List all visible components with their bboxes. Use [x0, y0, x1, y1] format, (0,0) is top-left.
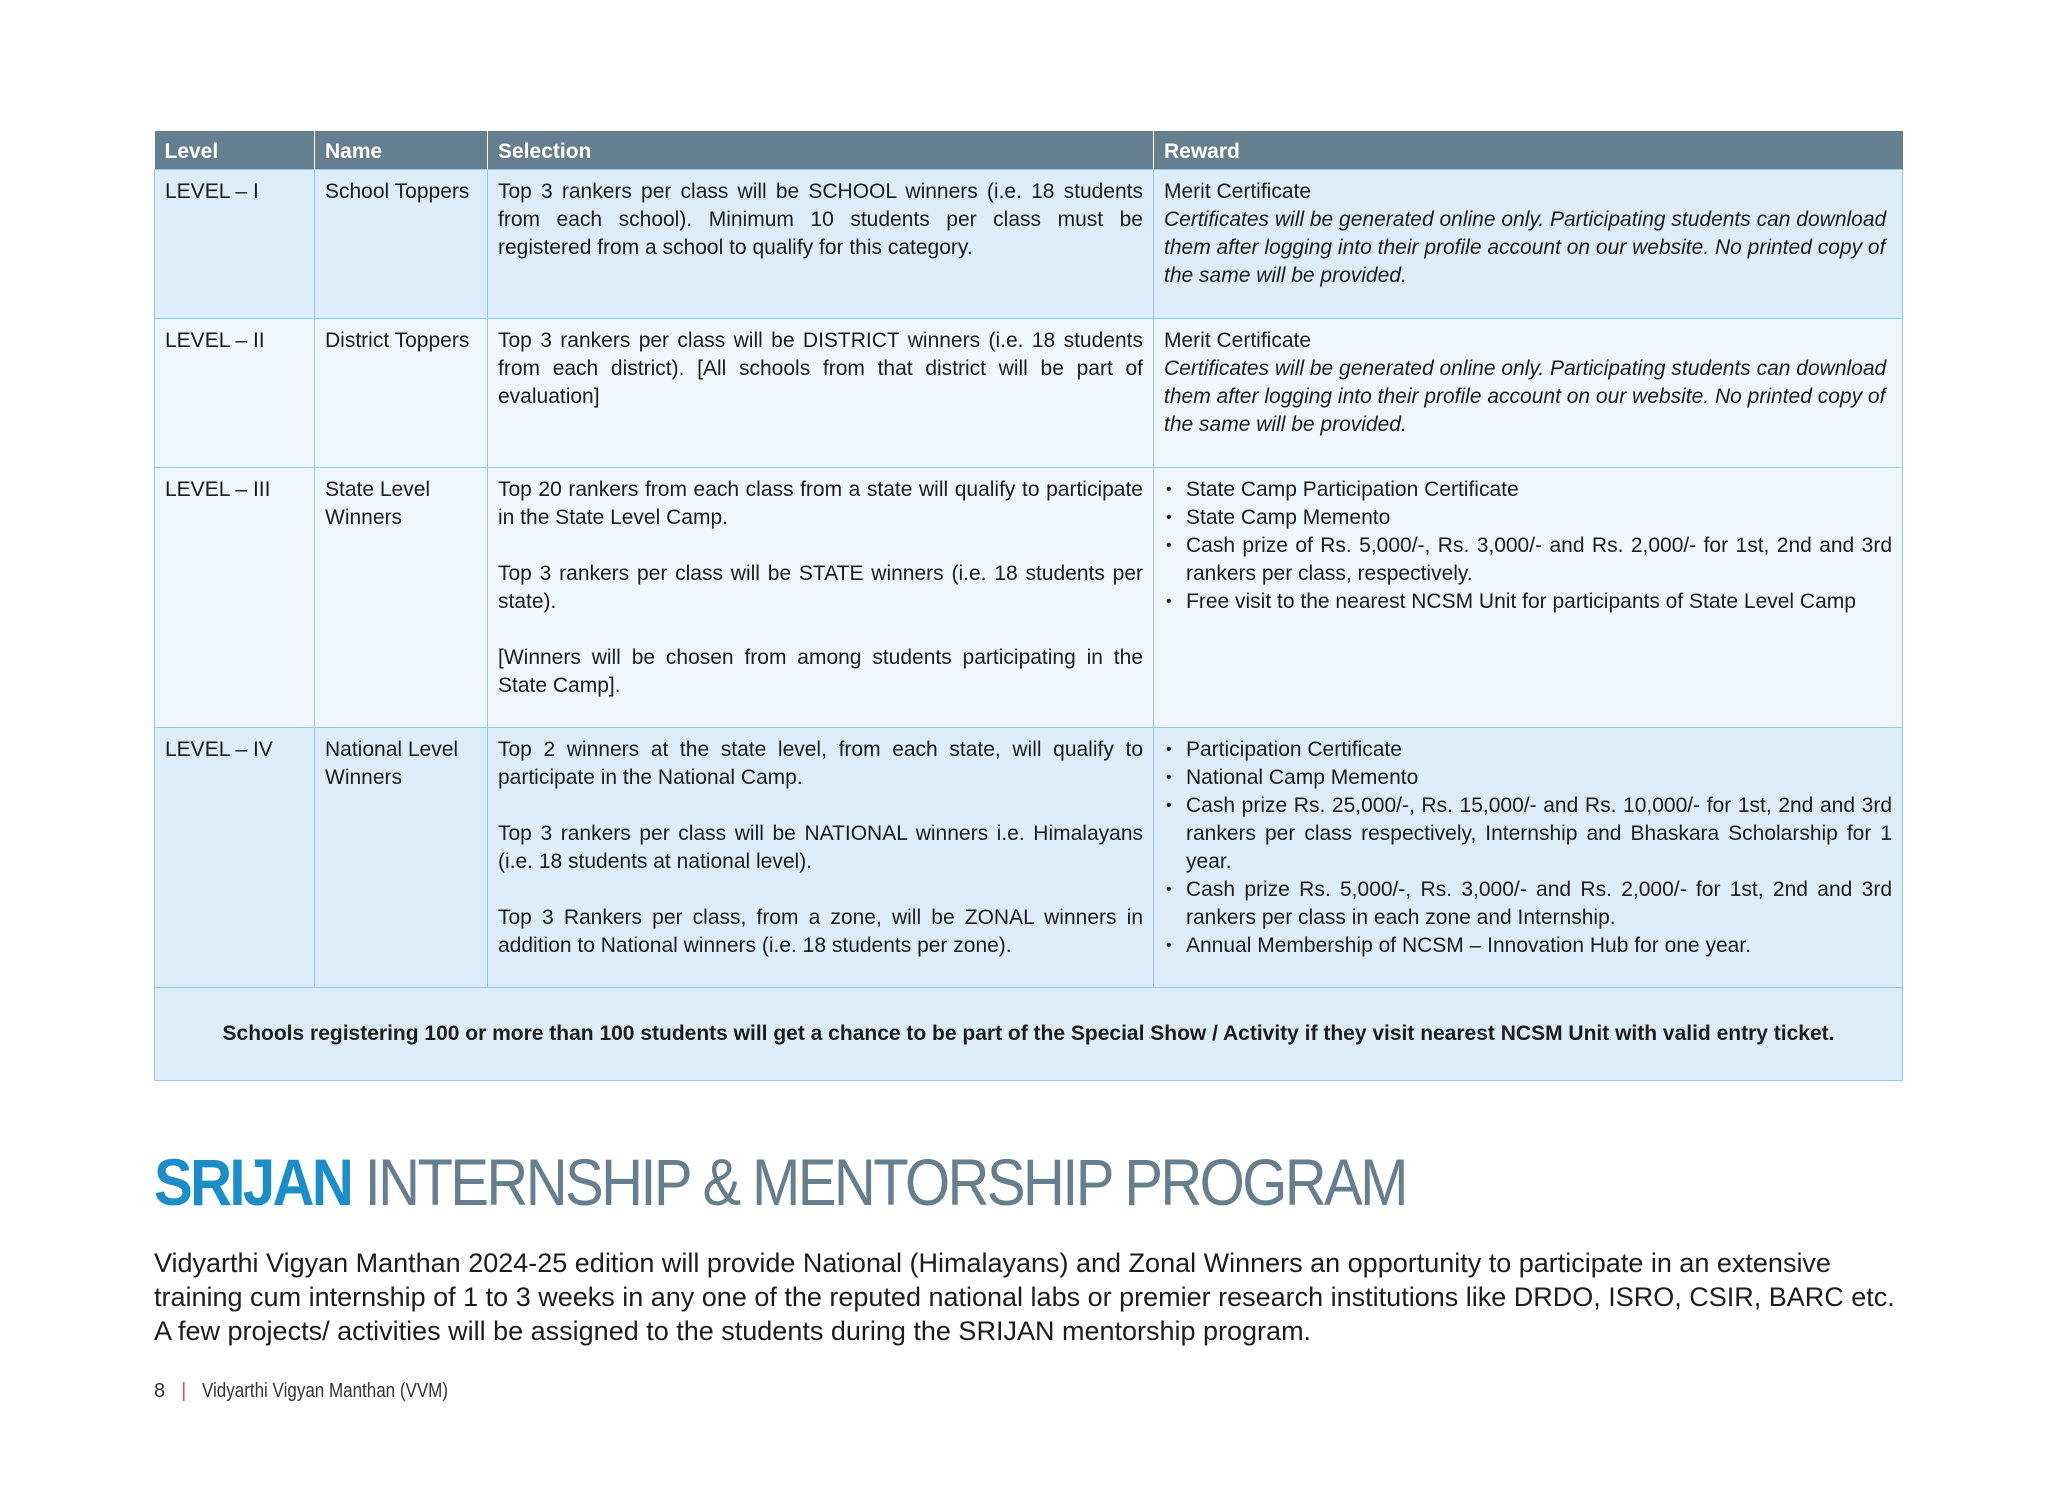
reward-item: • Participation Certificate [1164, 736, 1892, 764]
reward-item: • State Camp Memento [1164, 504, 1892, 532]
name-cell: School Toppers [315, 170, 488, 319]
table-row [155, 728, 1903, 988]
reward-note: Certificates will be generated online only. Participating students can download them after logging into their profile account on our website. No printed copy of the same will be provided. [1164, 208, 1887, 287]
selection-cell [488, 468, 1154, 728]
name-cell: District Toppers [315, 319, 488, 468]
reward-item: • Annual Membership of NCSM – Innovation Hub for one year. [1164, 932, 1892, 960]
header-reward: Reward [1154, 131, 1903, 170]
page-footer [154, 1378, 492, 1404]
reward-title: Merit Certificate [1164, 180, 1312, 203]
page-number: 8 [154, 1380, 166, 1402]
section-heading-bold: SRIJAN [154, 1145, 352, 1219]
table-row [155, 319, 1903, 468]
reward-item: • Cash prize Rs. 25,000/-, Rs. 15,000/- and Rs. 10,000/- for 1st, 2nd and 3rd rankers per class respectively, Internship and Bhaskara Scholarship for 1 year. [1164, 792, 1892, 876]
level-cell: LEVEL – II [155, 319, 315, 468]
header-name: Name [315, 131, 488, 170]
levels-table-wrapper [154, 131, 1902, 1081]
reward-list [1164, 736, 1892, 960]
table-note: Schools registering 100 or more than 100 students will get a chance to be part of the Special Show / Activity if they visit nearest NCSM Unit with valid entry ticket. [155, 988, 1903, 1081]
name-cell: State Level Winners [315, 468, 488, 728]
table-row [155, 468, 1903, 728]
levels-table [154, 131, 1903, 1081]
section-heading [154, 1142, 1406, 1222]
selection-text: Top 2 winners at the state level, from each state, will qualify to participate in the National Camp. [498, 738, 1143, 789]
reward-cell [1154, 728, 1903, 988]
reward-item: • Free visit to the nearest NCSM Unit for participants of State Level Camp [1164, 588, 1892, 616]
reward-item: • Cash prize Rs. 5,000/-, Rs. 3,000/- and Rs. 2,000/- for 1st, 2nd and 3rd rankers per class in each zone and Internship. [1164, 876, 1892, 932]
selection-cell [488, 319, 1154, 468]
selection-text: Top 3 rankers per class will be DISTRICT winners (i.e. 18 students from each district). [All schools from that district will be part of evaluation] [498, 329, 1143, 408]
reward-note: Certificates will be generated online only. Participating students can download them after logging into their profile account on our website. No printed copy of the same will be provided. [1164, 357, 1887, 436]
level-cell: LEVEL – III [155, 468, 315, 728]
selection-text: [Winners will be chosen from among students participating in the State Camp]. [498, 646, 1143, 697]
header-level: Level [155, 131, 315, 170]
selection-text: Top 20 rankers from each class from a state will qualify to participate in the State Level Camp. [498, 478, 1143, 529]
selection-cell [488, 170, 1154, 319]
reward-item: • National Camp Memento [1164, 764, 1892, 792]
reward-cell [1154, 468, 1903, 728]
section-body: Vidyarthi Vigyan Manthan 2024-25 edition will provide National (Himalayans) and Zonal Winners an opportunity to participate in an extensive training cum internship of 1 to 3 weeks in any one of the reputed national labs or premier research institutions like DRDO, ISRO, CSIR, BARC etc. A few projects/ activities will be assigned to the students during the SRIJAN mentorship program. [154, 1248, 1895, 1346]
reward-title: Merit Certificate [1164, 329, 1312, 352]
selection-text: Top 3 rankers per class will be NATIONAL winners i.e. Himalayans (i.e. 18 students at national level). [498, 822, 1143, 873]
level-cell: LEVEL – IV [155, 728, 315, 988]
selection-text: Top 3 Rankers per class, from a zone, will be ZONAL winners in addition to National winners (i.e. 18 students per zone). [498, 906, 1143, 957]
reward-cell [1154, 319, 1903, 468]
reward-item: • State Camp Participation Certificate [1164, 476, 1892, 504]
footer-separator: | [181, 1380, 187, 1402]
table-row [155, 170, 1903, 319]
table-header-row [155, 131, 1903, 170]
footer-title: Vidyarthi Vigyan Manthan (VVM) [202, 1380, 449, 1402]
table-note-row [155, 988, 1903, 1081]
name-cell: National Level Winners [315, 728, 488, 988]
selection-text: Top 3 rankers per class will be STATE winners (i.e. 18 students per state). [498, 562, 1143, 613]
level-cell: LEVEL – I [155, 170, 315, 319]
selection-cell [488, 728, 1154, 988]
reward-item: • Cash prize of Rs. 5,000/-, Rs. 3,000/- and Rs. 2,000/- for 1st, 2nd and 3rd rankers per class, respectively. [1164, 532, 1892, 588]
reward-cell [1154, 170, 1903, 319]
reward-list [1164, 476, 1892, 616]
selection-text: Top 3 rankers per class will be SCHOOL winners (i.e. 18 students from each school). Minimum 10 students per class must be registered from a school to qualify for this category. [498, 180, 1143, 259]
section-heading-rest: INTERNSHIP & MENTORSHIP PROGRAM [351, 1145, 1406, 1219]
header-selection: Selection [488, 131, 1154, 170]
